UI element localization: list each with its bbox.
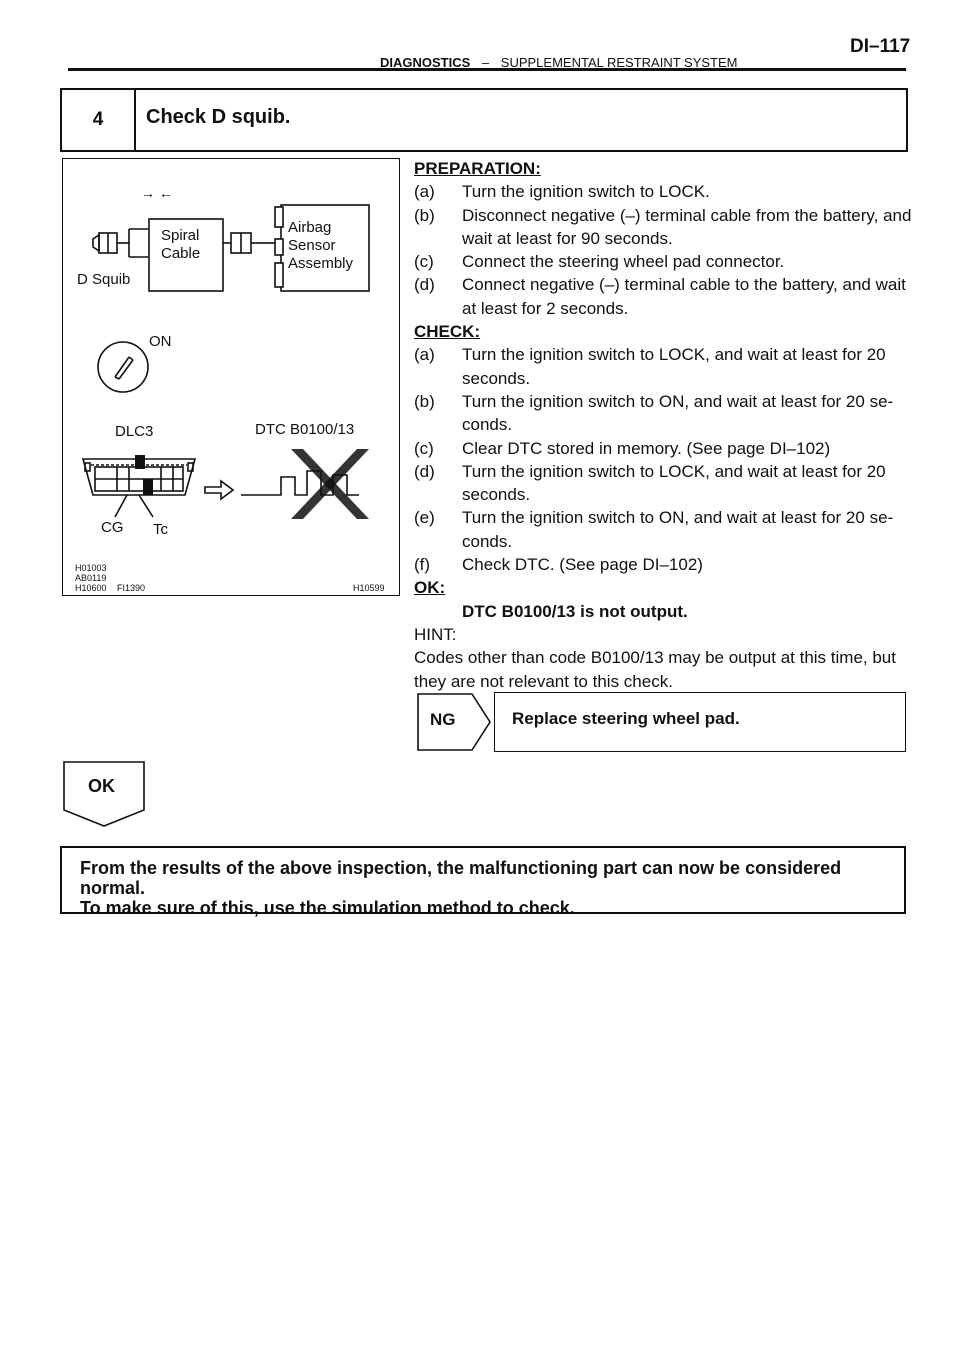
step-header <box>60 88 908 152</box>
conclusion-line1: From the results of the above inspection, the malfunctioning part can now be considered normal. <box>80 858 842 898</box>
airbag-line1: Airbag <box>288 219 332 236</box>
ng-arrow-shape <box>416 692 496 752</box>
prep-item: (a) Turn the ignition switch to LOCK. <box>414 182 710 202</box>
step-number: 4 <box>62 90 136 150</box>
prep-item: (c) Connect the steering wheel pad connector. <box>414 252 785 272</box>
airbag-sensor-label <box>288 219 353 273</box>
hint-text: Codes other than code B0100/13 may be output at this time, but they are not relevant to this check. <box>414 648 896 691</box>
preparation-heading: PREPARATION: <box>414 159 541 178</box>
figure-code-block <box>75 563 145 593</box>
figure-code-2: AB0119 <box>75 573 107 583</box>
ignition-on-label: ON <box>149 333 172 350</box>
check-item: (b) Turn the ignition switch to ON, and wait at least for 20 se- conds. <box>414 391 894 435</box>
figure-code-1: H01003 <box>75 563 107 573</box>
check-item: (e) Turn the ignition switch to ON, and wait at least for 20 se- conds. <box>414 508 894 551</box>
header-subsection: SUPPLEMENTAL RESTRAINT SYSTEM <box>500 55 738 70</box>
ng-action-text: Replace steering wheel pad. <box>512 709 740 728</box>
spiral-cable-label <box>161 227 200 263</box>
check-item: (c) Clear DTC stored in memory. (See page DI–102) <box>414 438 831 458</box>
conclusion-text <box>80 858 904 918</box>
direction-arrows: → ← <box>141 185 173 201</box>
header-section: DIAGNOSTICS <box>380 55 471 70</box>
dlc3-label: DLC3 <box>115 423 154 440</box>
prep-item: (d) Connect negative (–) terminal cable to the battery, and wait at least for 2 seconds. <box>414 275 906 318</box>
airbag-line3: Assembly <box>288 255 354 272</box>
prep-item: (b) Disconnect negative (–) terminal cable from the battery, and wait at least for 90 seconds. <box>414 205 912 248</box>
tc-terminal-label: Tc <box>153 521 168 538</box>
cg-terminal-label: CG <box>101 519 124 536</box>
check-item: (f) Check DTC. (See page DI–102) <box>414 555 703 575</box>
procedure-text <box>414 157 914 693</box>
ng-label: NG <box>430 710 456 729</box>
ng-branch <box>416 692 906 752</box>
diagram-figure <box>62 158 400 596</box>
ok-result: DTC B0100/13 is not output. <box>462 601 688 621</box>
hint-heading: HINT: <box>414 624 457 644</box>
check-item: (a) Turn the ignition switch to LOCK, and wait at least for 20 seconds. <box>414 345 886 388</box>
spiral-cable-line1: Spiral <box>161 227 200 244</box>
figure-code-4: FI1390 <box>117 583 146 593</box>
ok-tab-label: OK <box>88 776 115 796</box>
check-heading: CHECK: <box>414 322 481 342</box>
spiral-cable-line2: Cable <box>161 245 201 262</box>
d-squib-label: D Squib <box>77 271 131 288</box>
figure-code-5: H10599 <box>353 583 385 593</box>
ok-heading: OK: <box>414 578 446 598</box>
check-item: (d) Turn the ignition switch to LOCK, and wait at least for 20 seconds. <box>414 461 886 505</box>
step-title: Check D squib. <box>146 106 291 128</box>
ok-branch-tab <box>62 760 148 830</box>
conclusion-box <box>60 846 906 918</box>
header-separator: – <box>481 55 490 70</box>
figure-code-row3 <box>75 583 145 593</box>
dtc-label: DTC B0100/13 <box>255 421 355 438</box>
airbag-line2: Sensor <box>288 237 336 254</box>
page-number: DI–117 <box>850 36 911 57</box>
conclusion-line2: To make sure of this, use the simulation method to check. <box>80 898 575 918</box>
figure-code-3: H10600 <box>75 583 107 593</box>
header-rule <box>68 68 906 71</box>
